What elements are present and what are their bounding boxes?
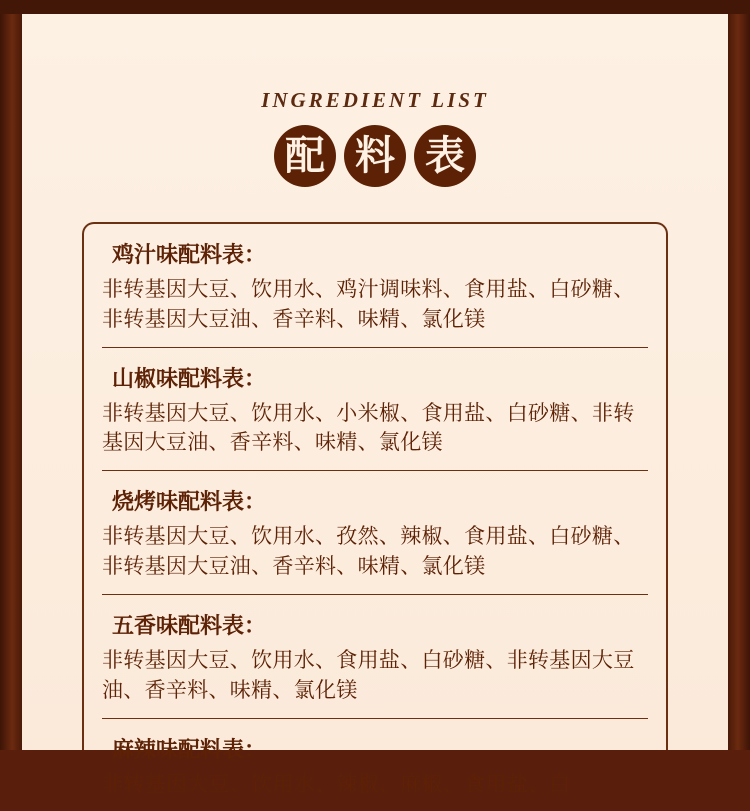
section-title: 五香味配料表：: [102, 609, 648, 640]
list-item: [102, 471, 648, 595]
left-frame-band: [0, 0, 22, 750]
title-char-3: 表: [414, 125, 476, 187]
list-item: [102, 224, 648, 348]
page-title: [22, 125, 728, 187]
section-body: 非转基因大豆、饮用水、辣椒、麻椒、食用盐、白: [102, 770, 648, 800]
right-frame-band: [728, 0, 750, 750]
section-body: 非转基因大豆、饮用水、鸡汁调味料、食用盐、白砂糖、非转基因大豆油、香辛料、味精、氯化镁: [102, 275, 648, 335]
section-title: 鸡汁味配料表：: [102, 238, 648, 269]
list-item: [102, 348, 648, 472]
top-frame-band: [0, 0, 750, 14]
section-body: 非转基因大豆、饮用水、孜然、辣椒、食用盐、白砂糖、非转基因大豆油、香辛料、味精、氯化镁: [102, 522, 648, 582]
ingredient-list: [82, 222, 668, 750]
section-body: 非转基因大豆、饮用水、小米椒、食用盐、白砂糖、非转基因大豆油、香辛料、味精、氯化镁: [102, 399, 648, 459]
ingredient-card-inner: [22, 14, 728, 750]
section-title: 麻辣味配料表：: [102, 733, 648, 764]
ingredient-card: [22, 14, 728, 750]
section-title: 山椒味配料表：: [102, 362, 648, 393]
title-char-1: 配: [274, 125, 336, 187]
title-char-2: 料: [344, 125, 406, 187]
section-title: 烧烤味配料表：: [102, 485, 648, 516]
eyebrow-text: INGREDIENT LIST: [22, 14, 728, 113]
section-body: 非转基因大豆、饮用水、食用盐、白砂糖、非转基因大豆油、香辛料、味精、氯化镁: [102, 646, 648, 706]
list-item: [102, 595, 648, 719]
list-item: [102, 719, 648, 811]
